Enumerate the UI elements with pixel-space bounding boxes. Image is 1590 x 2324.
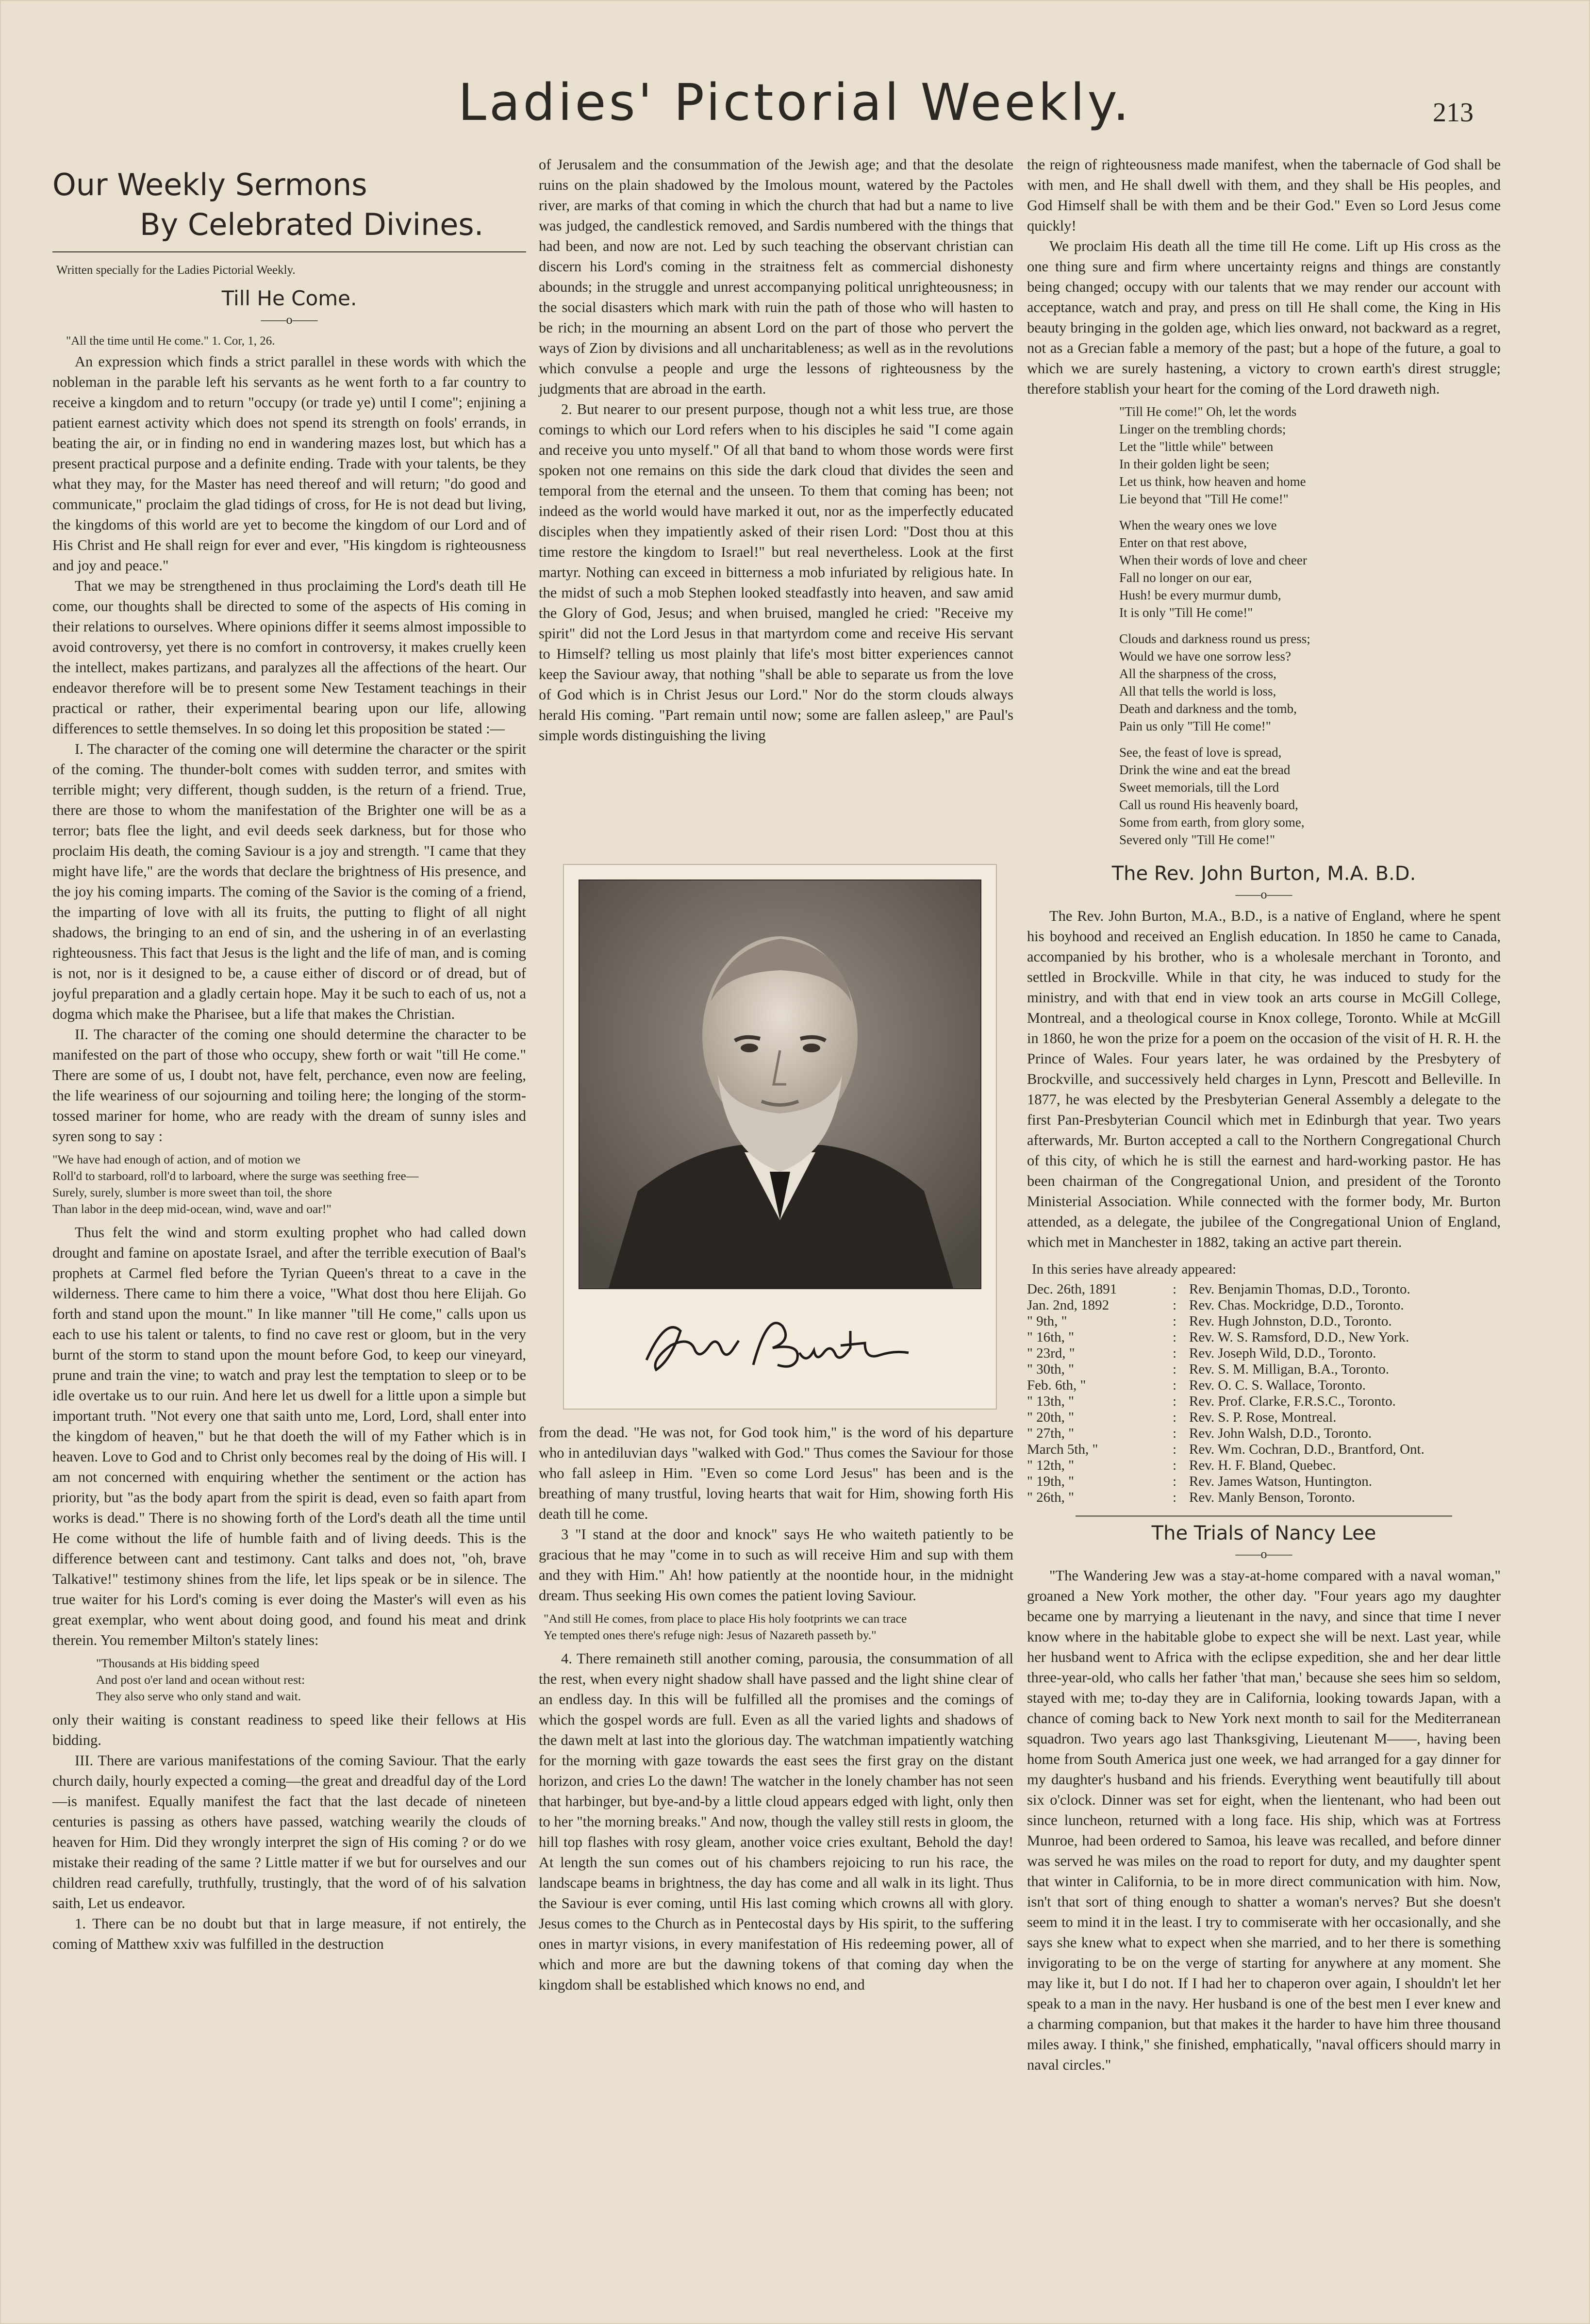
title-rule [52,251,526,252]
divider: ——o—— [1235,1547,1292,1561]
series-date: " 27th, " [1027,1426,1074,1441]
list-item: " 13th, " : Rev. Prof. Clarke, F.R.S.C., Toronto. [1027,1394,1396,1409]
byline: Written specially for the Ladies Pictorial Weekly. [56,264,296,277]
signature-icon [637,1302,928,1379]
series-date: " 20th, " [1027,1410,1074,1425]
poem-line: Some from earth, from glory some, [1119,815,1305,830]
page-number: 213 [1433,98,1474,128]
portrait-photo [579,880,981,1289]
series-date: " 12th, " [1027,1458,1074,1473]
paragraph: I. The character of the coming one will determine the character or the spirit of the coming. The thunder-bolt comes with sudden terror, and smites with terrible might; very different, though sudden, is the return of a friend. True, there are those to whom the manifestation of the Brighter one will be as a terror; bats flee the light, and evil deeds seek darkness, but for those who proclaim His death, the coming Saviour is a joy and strength. "I came that they might have life," are the words that declare the brightness of His presence, and the joy his coming imparts. The coming of the Savior is the coming of a friend, the imparting of love with all its fruits, the putting to flight of all night shadows, the bringing to an end of sin, and the ushering in of an everlasting righteousness. This fact that Jesus is the light and the life of man, and is coming is not, nor is it designed to be, a cause either of discord or of dread, but of joyful preparation and a gladly certain hope. May it be such to each of us, not a dogma which make the Pharisee, but a life that makes the Christian. [52,741,526,1022]
list-item: " 27th, " : Rev. John Walsh, D.D., Toronto. [1027,1426,1372,1441]
quotation [539,1610,1013,1643]
divider: ——o—— [1235,887,1292,901]
poem-line: Would we have one sorrow less? [1119,649,1291,664]
paragraph: II. The character of the coming one should determine the character to be manifested on the part of those who occupy, shew forth or wait "till He come." There are some of us, I doubt not, have felt, perchance, even now are feeling, the life weariness of our sojourning and toiling here; the longing of the storm-tossed mariner for home, who are ready with the dream of sunny isles and syren song to say : [52,1026,526,1145]
paragraph: That we may be strengthened in thus proclaiming the Lord's death till He come, our thoughts shall be directed to some of the aspects of His coming in their relations to ourselves. Where opinions differ it seems almost impossible to avoid controversy, yet there is no comfort in controversy, it makes cruelly keen the intellect, makes partizans, and paralyzes all the affections of the heart. Our endeavor therefore will be to present some New Testament teachings in their practical or rather, their experimental bearing upon our life, allowing differences to settle themselves. In so doing let this proposition be stated :— [52,578,526,737]
list-item: Feb. 6th, " : Rev. O. C. S. Wallace, Toronto. [1027,1378,1366,1393]
poem-line: See, the feast of love is spread, [1119,745,1282,760]
list-item: Dec. 26th, 1891 : Rev. Benjamin Thomas, D.D., Toronto. [1027,1281,1410,1297]
poem-line: Fall no longer on our ear, [1119,570,1252,585]
list-item: " 12th, " : Rev. H. F. Bland, Quebec. [1027,1458,1336,1473]
series-heading: In this series have already appeared: [1032,1262,1237,1277]
list-item: March 5th, " : Rev. Wm. Cochran, D.D., Brantford, Ont. [1027,1442,1424,1457]
quote-line: "Thousands at His bidding speed [96,1656,260,1670]
portrait-figure [563,864,997,1410]
list-item: " 30th, " : Rev. S. M. Milligan, B.A., Toronto. [1027,1361,1390,1377]
series-date: " 19th, " [1027,1474,1074,1489]
series-title [52,165,526,245]
quote-line: Surely, surely, slumber is more sweet than toil, the shore [52,1185,332,1199]
masthead: Ladies' Pictorial Weekly. [458,73,1132,132]
quote-line: Than labor in the deep mid-ocean, wind, wave and oar!" [52,1202,331,1216]
poem-line: Linger on the trembling chords; [1119,422,1286,436]
list-item: " 16th, " : Rev. W. S. Ramsford, D.D., New York. [1027,1329,1409,1345]
series-name: Rev. S. P. Rose, Montreal. [1189,1410,1337,1425]
quote-line: "And still He comes, from place to place His holy footprints we can trace [544,1611,907,1626]
poem-line: Pain us only "Till He come!" [1119,719,1271,733]
poem-line: When the weary ones we love [1119,518,1277,532]
paragraph: III. There are various manifestations of the coming Saviour. That the early church daily, hourly expected a coming—the great and dreadful day of the Lord—is manifest. Equally manifest the fact that the last decade of nineteen centuries is passing as others have passed, watching wearily the clouds of heaven for Him. Did they wrongly interpret the sign of His coming ? or do we mistake their reading of the same ? Little matter if we but for ourselves and our children read carefully, truthfully, trustingly, that the word of of his salvation saith, Let us endeavor. [52,1752,526,1911]
paragraph: from the dead. "He was not, for God took him," is the word of his departure who in antediluvian days "walked with God." Thus comes the Saviour for those who fall asleep in Him. "Even so come Lord Jesus" has been and is the breathing of many trustful, loving hearts that wait for Him, showing forth His death till he come. [539,1424,1013,1522]
quote-line: They also serve who only stand and wait. [96,1689,301,1703]
poem-line: Clouds and darkness round us press; [1119,631,1310,646]
series-name: Rev. O. C. S. Wallace, Toronto. [1189,1378,1366,1393]
series-date: " 13th, " [1027,1394,1074,1409]
paragraph: 1. There can be no doubt but that in large measure, if not entirely, the coming of Matthew xxiv was fulfilled in the destruction [52,1915,526,1952]
series-name: Rev. Benjamin Thomas, D.D., Toronto. [1189,1281,1410,1297]
story-title: The Trials of Nancy Lee [1151,1522,1376,1544]
series-name: Rev. James Watson, Huntington. [1189,1474,1373,1489]
poem-line: Let the "little while" between [1119,439,1274,454]
series-name: Rev. Wm. Cochran, D.D., Brantford, Ont. [1189,1442,1424,1457]
column-2-lower [539,1422,1013,1995]
series-title-line-2: By Celebrated Divines. [140,207,484,242]
poem-line: In their golden light be seen; [1119,457,1270,471]
series-date: Feb. 6th, " [1027,1378,1086,1393]
quote-line: "We have had enough of action, and of motion we [52,1152,301,1166]
divider: ——o—— [261,313,318,327]
series-name: Rev. Joseph Wild, D.D., Toronto. [1189,1345,1376,1361]
list-item: " 20th, " : Rev. S. P. Rose, Montreal. [1027,1410,1337,1425]
series-date: " 9th, " [1027,1313,1067,1329]
series-title-line-1: Our Weekly Sermons [52,167,367,202]
biography-text: The Rev. John Burton, M.A., B.D., is a native of England, where he spent his boyhood and received an English education. In 1850 he came to Canada, accompanied by his brother, who is a wholesale merchant in Toronto, and settled in Brockville. While in that city, he was induced to study for the ministry, and with that end in view took an arts course in McGill College, Montreal, and a theological course in Knox college, Toronto. While at McGill in 1860, he won the prize for a poem on the occasion of the visit of H. R. H. the Prince of Wales. Four years later, he was ordained by the Presbytery of Brockville, and successively held charges in Lynn, Prescott and Belleville. In 1877, he was elected by the Presbyterian General Assembly a delegate to the first Pan-Presbyterian Council which met in Edinburgh that year. Two years afterwards, Mr. Burton accepted a call to the Northern Congregational Church of this city, of which he is still the earnest and hard-working pastor. He has been chairman of the Congregational Union, and president of the Toronto Ministerial Association. While connected with the former body, Mr. Burton attended, as a delegate, the jubilee of the Congregational Union of England, which met in Manchester in 1882, taking an active part therein. [1027,908,1501,1250]
series-name: Rev. Chas. Mockridge, D.D., Toronto. [1189,1297,1404,1313]
quote-line: And post o'er land and ocean without rest: [96,1673,305,1687]
column-3 [1027,154,1501,2075]
poem-line: All that tells the world is loss, [1119,684,1276,698]
poem-line: All the sharpness of the cross, [1119,666,1276,681]
series-name: Rev. Manly Benson, Toronto. [1189,1490,1355,1505]
poem-line: Sweet memorials, till the Lord [1119,780,1279,795]
paragraph: We proclaim His death all the time till He come. Lift up His cross as the one thing sure and firm where uncertainty reigns and things are constantly being changed; occupy with our talents that we may render our account with acceptance, watch and pray, and press on till He shall come, the King in His beauty bringing in the golden age, which lies onward, not backward as a regret, not as a Grecian fable a memory of the past; but a hope of the future, a goal to which we are surely hastening, a victory to crown earth's direst struggle; therefore stablish your heart for the coming of the Lord draweth nigh. [1027,238,1501,397]
quote-line: Roll'd to starboard, roll'd to larboard, where the surge was seething free— [52,1169,419,1183]
poem-line: "Till He come!" Oh, let the words [1119,404,1297,419]
series-name: Rev. H. F. Bland, Quebec. [1189,1458,1336,1473]
paragraph: 3 "I stand at the door and knock" says He who waiteth patiently to be gracious that he may "come in to such as will receive Him and sup with them and they with Him." Ah! how patiently at the noontide hour, in the midnight dream. Thus seeking His own comes the patient loving Saviour. [539,1526,1013,1604]
paragraph: only their waiting is constant readiness to speed like their fellows at His bidding. [52,1711,526,1748]
list-item: " 23rd, " : Rev. Joseph Wild, D.D., Toronto. [1027,1345,1376,1361]
paragraph: the reign of righteousness made manifest, when the tabernacle of God shall be with men, and He shall dwell with them, and they shall be His peoples, and God Himself shall be with them and be their God." Even so Lord Jesus come quickly! [1027,156,1501,234]
series-name: Rev. W. S. Ramsford, D.D., New York. [1189,1329,1409,1345]
poem [1119,403,1501,848]
series-name: Rev. S. M. Milligan, B.A., Toronto. [1189,1361,1390,1377]
story-text: "The Wandering Jew was a stay-at-home compared with a naval woman," groaned a New York mother, the other day. "Four years ago my daughter became one by marrying a lieutenant in the navy, and since that time I never know where in the habitable globe to expect she will be next. Last year, while her husband went to Africa with the eclipse expedition, she and her dear little three-year-old, who calls her father 'that man,' because she sees him so seldom, stayed with me; to-day they are in California, looking towards Japan, with a chance of coming back to New York next month to sail for the Mediterranean squadron. Two years ago last Thanksgiving, Lieutenant M——, having been home from South America just one week, we had arranged for a gay dinner for my daughter's husband and his friends. Everything went beautifully till about six o'clock. Dinner was set for eight, when the lientenant, who had been out since luncheon, returned with a long face. His ship, which was at Fortress Munroe, had been ordered to Samoa, his leave was recalled, and before dinner was served he was miles on the road to report for duty, and my daughter spent that winter in California, to be in more direct communication with him. Now, isn't that sort of thing enough to shatter a woman's nerves? But she doesn't seem to mind it in the least. I try to commiserate with her occasionally, and she says she knew what to expect when she married, and to her there is something invigorating to be on the verge of starting for anywhere at any moment. She may like it, but I do not. If I had her to chaperon over again, I shouldn't let her speak to a man in the navy. Her husband is one of the best men I ever knew and a charming companion, but that makes it the harder to have him three thousand miles away. I think," she finished, emphatically, "naval officers should marry in naval circles." [1027,1567,1501,2073]
poem-line: Hush! be every murmur dumb, [1119,588,1281,602]
series-date: " 23rd, " [1027,1345,1075,1361]
series-date: " 26th, " [1027,1490,1074,1505]
series-date: " 16th, " [1027,1329,1074,1345]
series-date: Dec. 26th, 1891 [1027,1281,1117,1297]
sermon-title: Till He Come. [221,286,357,310]
paragraph: of Jerusalem and the consummation of the Jewish age; and that the desolate ruins on the plain shadowed by the Imolous mount, watered by the Pactoles river, are marks of that coming in which the church that had but a name to live was judged, the candlestick removed, and Sardis numbered with the things that had been, and now are not. Led by such teaching the observant christian can discern his Lord's coming in the straitness felt as commercial dishonesty abounds; in the struggle and unrest accompanying political unrighteousness; in the social disasters which mark with ruin the path of those who will hasten to be rich; in the mourning an absent Lord on the part of those who pervert the ways of Zion by divisions and all uncharitableness; as well as in the revolutions which convulse a people and urge the lessons of righteousness by the judgments that are abroad in the earth. [539,156,1013,397]
list-item: " 26th, " : Rev. Manly Benson, Toronto. [1027,1490,1355,1505]
series-name: Rev. Hugh Johnston, D.D., Toronto. [1189,1313,1392,1329]
portrait-illustration [580,880,980,1288]
list-item: Jan. 2nd, 1892 : Rev. Chas. Mockridge, D.D., Toronto. [1027,1297,1404,1313]
series-date: March 5th, " [1027,1442,1098,1457]
poem-line: Enter on that rest above, [1119,535,1247,550]
section-divider [1076,1515,1452,1517]
series-date: " 30th, " [1027,1361,1074,1377]
series-date: Jan. 2nd, 1892 [1027,1297,1110,1313]
epigraph: "All the time until He come." 1. Cor, 1, 26. [66,334,275,348]
series-name: Rev. Prof. Clarke, F.R.S.C., Toronto. [1189,1394,1396,1409]
quotation [52,1655,526,1705]
quote-line: Ye tempted ones there's refuge nigh: Jesus of Nazareth passeth by." [544,1628,877,1642]
column-1 [52,165,526,1954]
paragraph: Thus felt the wind and storm exulting prophet who had called down drought and famine on apostate Israel, and after the terrible execution of Baal's prophets at Carmel fled before the Tyrian Queen's threat to a cave in the wilderness. There came to him there a voice, "What dost thou here Elijah. Go forth and stand upon the mount." In like manner "till He come," calls upon us each to use his talent or talents, to find no cave rest or gloom, but in the very burnt of the storm to stand upon the mount before God, to keep our vineyard, prune and train the vine; to watch and pray lest the temptation to sleep or to be idle overtake us to our ruin. And here let us dwell for a little upon a simple but important truth. "Not every one that saith unto me, Lord, Lord, shall enter into the kingdom of heaven," but he that doeth the will of my Father which is in heaven. Love to God and to Christ only becomes real by the doing of His will. I am not concerned with enquiring whether the sentiment or the action has priority, but "as the body apart from the spirit is dead, even so faith apart from works is dead." There is no showing forth of the Lord's death all the time until He come without the life of humble faith and of living deeds. This is the difference between cant and testimony. Cant talks and does not, "oh, brave Talkative!" testimony shines from the life, let lips speak or be in silence. The true waiter for his Lord's coming is ever doing the Master's will even as his great exemplar, who went about doing good, and found his meat and drink therein. You remember Milton's stately lines: [52,1224,526,1648]
poem-line: Let us think, how heaven and home [1119,474,1306,489]
paragraph: An expression which finds a strict parallel in these words with which the nobleman in the parable left his servants as he went forth to a far country to receive a kingdom and to return "occupy (or trade ye) until I come"; enjining a patient earnest activity which does not spend its strength on fools' errands, in beating the air, or in finding no end in wandering mazes lost, but which has a present practical purpose and a definite ending. Trade with your talents, be they what they may, for the Master has need thereof and will return; "do good and communicate," proclaim the glad tidings of cross, for He is not dead but living, the kingdoms of this world are yet to become the kingdom of our Lord and of His Christ and He shall reign for ever and ever, "His kingdom is righteousness and joy and peace." [52,353,526,574]
poem-line: When their words of love and cheer [1119,553,1307,567]
poem-line: Lie beyond that "Till He come!" [1119,492,1289,506]
paragraph: 2. But nearer to our present purpose, though not a whit less true, are those comings to which our Lord refers when to his disciples he said "I come again and receive you unto myself." Of all that band to whom those words were first spoken not one remains on this side the dark cloud that divides the seen and temporal from the eternal and the unseen. To them that coming has been; not indeed as the world would have marked it out, nor as the imperfectly educated disciples when they impatiently asked of their risen Lord: "Dost thou at this time restore the kingdom to Israel!" but real nevertheless. Look at the first martyr. Nothing can exceed in bitterness a mob infuriated by religious hate. In the midst of such a mob Stephen looked steadfastly into heaven, and saw amid the Glory of God, Jesus; and when bruised, mangled he cried: "Receive my spirit" did not the Lord Jesus in that martyrdom come and receive His servant to Himself? telling us most plainly that life's most bitter experiences cannot keep the Saviour away, that nothing "shall be able to separate us from the love of God which is in Christ Jesus our Lord." Nor do the storm clouds always herald His coming. "Part remain until now; some are fallen asleep," are Paul's simple words distinguishing the living [539,401,1013,744]
poem-line: Death and darkness and the tomb, [1119,701,1297,716]
paragraph: 4. There remaineth still another coming, parousia, the consummation of all the rest, when every night shadow shall have passed and the light shine clear of an endless day. In this will be fulfilled all the promises and the comings of which the gospel words are full. Even as all the varied lights and shadows of the dawn melt at last into the glorious day. The watchman impatiently watching for the morning with gaze towards the east sees the first gray on the distant horizon, and cries Lo the dawn! The watcher in the lonely chamber has not seen that harbinger, but bye-and-by a little cloud appears edged with light, only then to her "the morning breaks." And now, though the valley still rests in gloom, the hill top flashes with rosy gleam, another voice cries exultant, Behold the day! At length the sun comes out of his chambers rejoicing to run his race, the landscape beams in brightness, the day has come and all walk in its light. Thus the Saviour is ever coming, until His last coming which crowns all with glory. Jesus comes to the Church as in Pentecostal days by His spirit, to the suffering ones in martyr visions, in every manifestation of His redeeming power, all of which and more are but the dawning tokens of that coming day when the kingdom shall be established which knows no end, and [539,1650,1013,1993]
series-name: Rev. John Walsh, D.D., Toronto. [1189,1426,1372,1441]
biography-title: The Rev. John Burton, M.A. B.D. [1111,863,1416,885]
list-item: " 9th, " : Rev. Hugh Johnston, D.D., Toronto. [1027,1313,1392,1329]
poem-line: It is only "Till He come!" [1119,605,1253,620]
list-item: " 19th, " : Rev. James Watson, Huntington. [1027,1474,1373,1489]
column-2 [539,154,1013,746]
quotation [52,1151,526,1217]
poem-line: Drink the wine and eat the bread [1119,763,1291,777]
poem-line: Call us round His heavenly board, [1119,797,1298,812]
poem-line: Severed only "Till He come!" [1119,832,1275,847]
series-list [1027,1281,1501,1506]
